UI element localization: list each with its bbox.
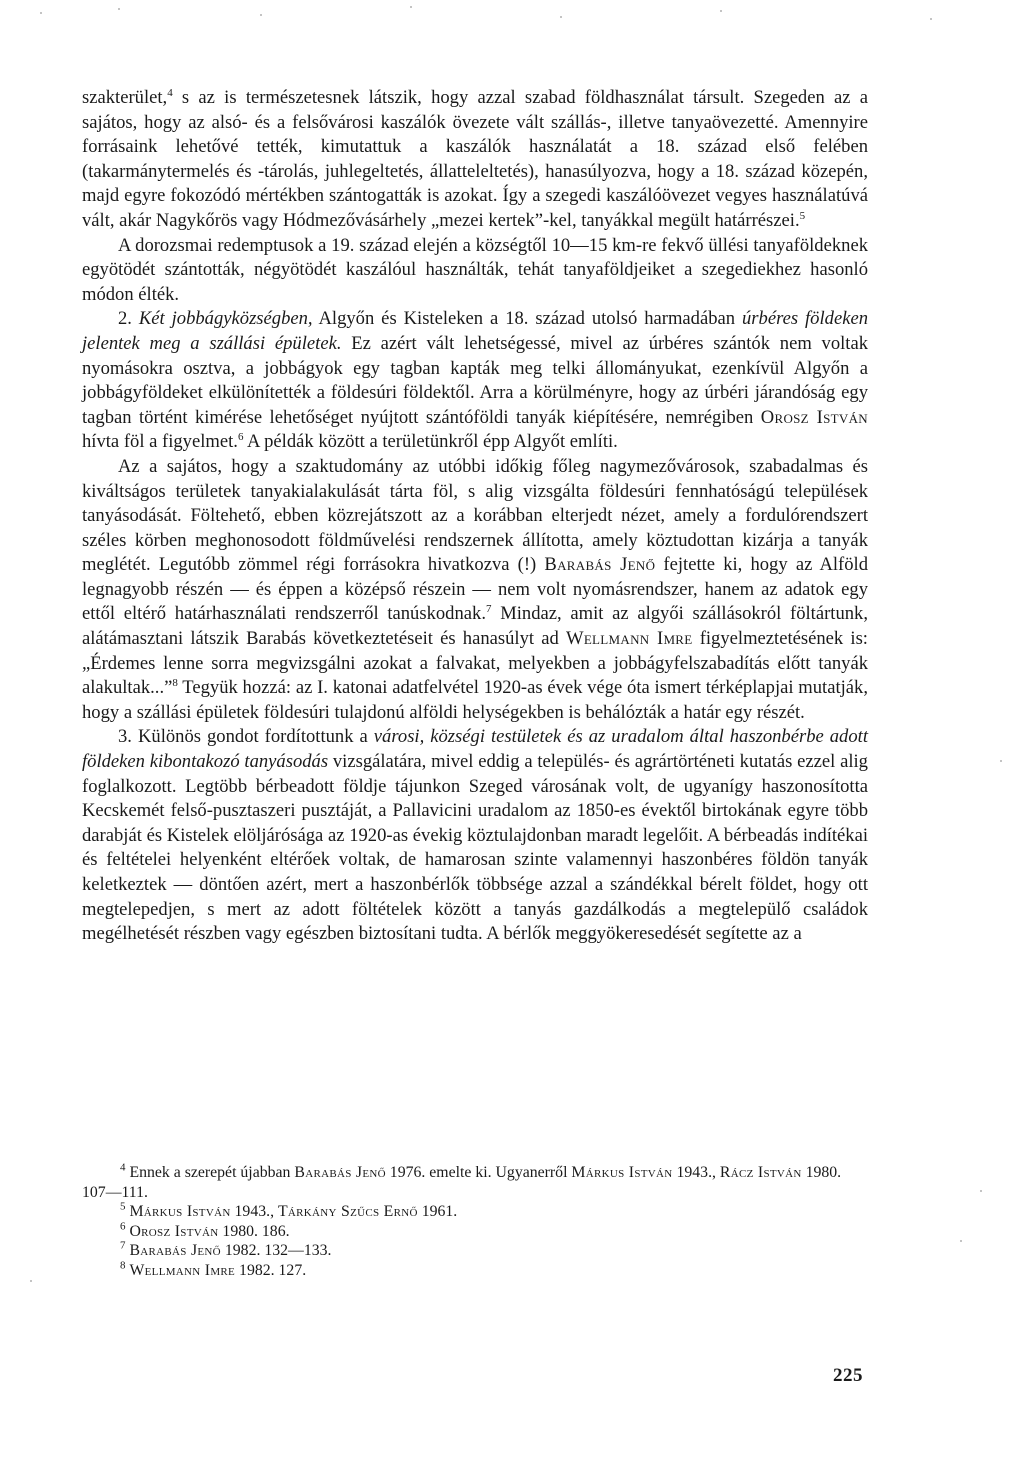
author-name: Márkus István	[129, 1203, 231, 1221]
scan-speck	[118, 8, 120, 10]
text-run: 1976. emelte ki. Ugyanerről	[385, 1164, 572, 1181]
author-name: Barabás Jenő	[294, 1164, 386, 1181]
text-run: Tegyük hozzá: az I. katonai adatfelvétel 1920-as évek vége óta ismert térképlapjai mutatják, hogy a szállási épületek földesúri tulajdonú alföldi helységekben is behálózták a határ egy részét.	[82, 677, 868, 723]
author-name: Tárkány Szűcs Ernő	[277, 1203, 418, 1221]
footnotes	[82, 1163, 868, 1281]
scan-speck	[260, 14, 262, 16]
footnote-ref[interactable]: 4	[167, 86, 173, 99]
text-run: szakterület,	[82, 87, 168, 108]
scan-speck	[30, 1280, 32, 1282]
author-name: Orosz István	[129, 1222, 219, 1240]
scan-speck	[930, 18, 932, 20]
text-run: hívta föl a figyelmet.	[82, 431, 238, 453]
footnote-number: 6	[120, 1220, 126, 1233]
text-run: Ennek a szerepét újabban	[125, 1164, 295, 1181]
text-run: Ez azért vált lehetségessé, mivel az úrbéres szántók nem voltak nyomásokra osztva, a jobbágyok egy tagban kapták meg telki állományukat, ezenkívül Algyőn a jobbágyföldeket elkülönítették a földesúri földektől. Arra a körülményre, hogy az úrbéri járandóság egy tagban történt kimérése lehetőséget nyújtott szántóföldi tanyák kiépítésére, nemrégiben	[82, 332, 869, 428]
text-run: vizsgálatára, mivel eddig a település- és agrártörténeti kutatás ezzel alig foglalkozott. Legtöbb bérbeadott földje tájunkon Szeged városának volt, de ugyanígy haszonosította Kecskemét felső-pusztaszeri pusztáját, a Pallavicini uradalom az 1850-es évektől birtokának egyre több darabját és Kistelek elöljárósága az 1920-as évekig köztulajdonban maradt legelőit. A bérbeadás indítékai és feltételei helyenként eltérőek voltak, de hamarosan szinte valamennyi haszonbéres földön tanyák keletkeztek — döntően azért, mert a haszonbérlők többsége azzal a szándékkal bérelt földet, hogy ott megtelepedjen, s mert az adott föltételek között a tanyás gazdálkodás a megtelepülő családok megélhetését részben vagy egészben biztosítani tudta. A bérlők meggyökeresedését segítette az a	[82, 751, 868, 945]
footnote-number: 8	[120, 1259, 126, 1272]
scan-speck	[1000, 760, 1002, 762]
author-name: Wellmann Imre	[129, 1261, 236, 1279]
text-run: 1982. 132—133.	[220, 1242, 332, 1260]
footnote-number: 5	[120, 1200, 126, 1213]
footnote-number: 4	[120, 1161, 126, 1174]
footnote-5	[82, 1202, 868, 1222]
paragraph-1	[82, 86, 868, 234]
footnote-ref[interactable]: 7	[485, 603, 492, 616]
text-run: 2.	[118, 308, 139, 330]
text-run: A példák között a területünkről épp Algyőt említi.	[243, 431, 618, 453]
text-run: 1943.,	[672, 1164, 720, 1181]
scan-speck	[960, 1240, 962, 1242]
page-body	[82, 86, 868, 947]
scan-speck	[40, 12, 42, 14]
author-name: Wellmann Imre	[565, 628, 693, 650]
scan-speck	[410, 6, 412, 8]
footnote-number: 7	[120, 1240, 126, 1253]
text-run: 1982. 127.	[235, 1261, 307, 1279]
footnote-ref[interactable]: 8	[172, 677, 178, 690]
author-name: Márkus István	[571, 1164, 673, 1181]
footnote-8	[82, 1261, 868, 1281]
paragraph-4	[82, 455, 868, 726]
text-run: Algyőn és Kisteleken a 18. század utolsó harmadában	[312, 308, 742, 330]
author-name: Rácz István	[719, 1164, 802, 1181]
italic-run: Két jobbágyközségben,	[138, 308, 313, 330]
footnote-ref[interactable]: 6	[237, 431, 244, 444]
page-number: 225	[833, 1365, 863, 1386]
paragraph-5	[82, 725, 868, 946]
italic-run: városi, községi testületek és az uradalom által haszonbérbe adott földeken kibontakozó tanyásodás	[82, 726, 868, 773]
italic-run: úrbéres földeken jelentek meg a szállási épületek.	[82, 308, 869, 354]
footnote-ref[interactable]: 5	[799, 209, 806, 222]
text-run: figyelmeztetésének is: „Érdemes lenne sorra megvizsgálni azokat a falvakat, melyekben a jobbágyfelszabadítás előtt tanyák alakultak...”	[82, 628, 868, 699]
scan-speck	[980, 1190, 982, 1192]
paragraph-2: A dorozsmai redemptusok a 19. század elején a községtől 10—15 km-re fekvő üllési tanyaföldeknek egyötödét szántották, négyötödét kaszálóul használták, tehát tanyaföldjeiket a szegediekhez hasonló módon élték.	[82, 234, 868, 305]
text-run: 1980. 107—111.	[82, 1164, 842, 1201]
text-run: 1980. 186.	[218, 1222, 290, 1240]
text-run: 1943.,	[230, 1203, 278, 1221]
author-name: Barabás Jenő	[129, 1242, 221, 1260]
text-run: s az is természetesnek látszik, hogy azzal szabad földhasználat társult. Szegeden az a sajátos, hogy az alsó- és a felsővárosi kaszálók övezete vált szállás-, illetve tanyaövezetté. Amennyire forrásaink lehetővé tették, kimutattuk a kaszálók használatát a 18. század első felében (takarmánytermelés és -tárolás, juhlegeltetés, állatteleltetés), hanasúlyozva, hogy a 18. század közepén, majd egyre fokozódó mértékben szántogatták is azokat. Így a szegedi kaszálóövezet vegyes használatúvá vált, akár Nagykőrös vagy Hódmezővásárhely „mezei kertek”-kel, tanyákkal megült határrészei.	[82, 87, 868, 231]
scan-speck	[560, 16, 562, 18]
footnote-4	[82, 1163, 868, 1202]
text-run: Mindaz, amit az algyői szállásokról föltártunk, alátámasztani látszik Barabás következtetéseit és hanasúlyt ad	[82, 603, 868, 650]
text-run: 3. Különös gondot fordítottunk a	[118, 726, 374, 748]
author-name: Barabás Jenő	[544, 554, 656, 576]
text-run: Az a sajátos, hogy a szaktudomány az utóbbi időkig főleg nagymezővárosok, szabadalmas és kiváltságos területek tanyakialakulását tárta föl, s alig vizsgálta földesúri fennhatóságú települések tanyásodását. Föltehető, ebben közrejátszott az a korábban elterjedt nézet, amely a fordulórendszert széles körben meghonosodott földművelési rendszernek állította, amely köztudottan kizárja a tanyák meglétét. Legutóbb zömmel régi forrásokra hivatkozva (!)	[82, 455, 868, 576]
text-run: 1961.	[417, 1203, 458, 1221]
footnote-7	[82, 1241, 868, 1261]
paragraph-3	[82, 307, 868, 455]
footnote-6	[82, 1222, 868, 1242]
text-run: fejtette ki, hogy az Alföld legnagyobb részén — és éppen a középső részein — nem volt nyomásrendszer, hanem az adatok egy ettől eltérő határhasználati rendszerről tanúskodnak.	[82, 554, 868, 625]
author-name: Orosz István	[760, 406, 868, 428]
scan-speck	[720, 10, 722, 12]
